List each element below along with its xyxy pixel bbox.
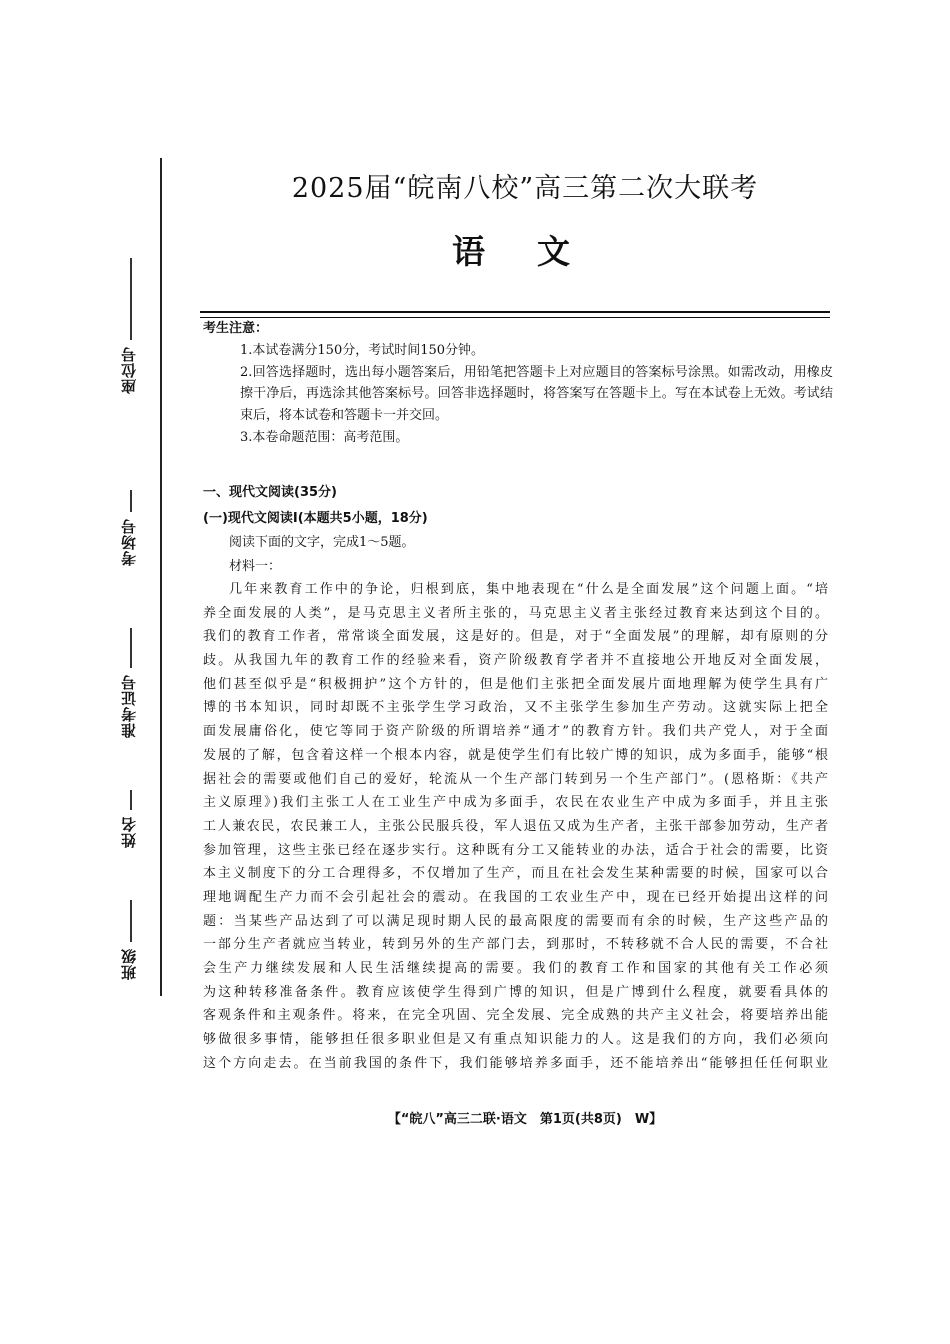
notice-item: 1.本试卷满分150分，考试时间150分钟。 bbox=[240, 343, 485, 358]
admission-number-blank bbox=[130, 628, 132, 668]
passage-line: 一部分生产者就应当转业，转到另外的生产部门去，到那时，不转移就不合人民的需要，不合社 bbox=[203, 937, 828, 953]
passage-line: 博的书本知识，同时却既不主张学生学习政治，又不主张学生参加生产劳动。这就实际上把全 bbox=[203, 700, 828, 716]
passage-line: 主义原理》)我们主张工人在工业生产中成为多面手，农民在农业生产中成为多面手，并且主张 bbox=[203, 795, 828, 811]
passage-line: 他们甚至似乎是“积极拥护”这个方针的，但是他们主张把全面发展片面地理解为使学生具有广 bbox=[203, 676, 828, 692]
seat-number-field[interactable] bbox=[110, 258, 150, 470]
exam-room-field[interactable] bbox=[110, 490, 150, 608]
seat-number-blank bbox=[130, 258, 132, 340]
admission-number-field[interactable] bbox=[110, 628, 150, 778]
passage-line: 客观条件和主观条件。将来，在完全巩固、完全发展、完全成熟的共产主义社会，将要培养出能 bbox=[203, 1008, 828, 1024]
admission-number-label: 准考证号 bbox=[120, 674, 138, 738]
passage-line: 为这种转移准备条件。教育应该使学生得到广博的知识，但是广博到什么程度，就要看具体的 bbox=[203, 984, 828, 1000]
passage-line: 够做很多事情，能够担任很多职业但是又有重点知识能力的人。这是我们的方向，我们必须向 bbox=[203, 1032, 828, 1048]
passage-line: 发展的了解，包含着这样一个根本内容，就是使学生们有比较广博的知识，成为多面手，能够“根 bbox=[203, 747, 828, 763]
class-field[interactable] bbox=[110, 900, 150, 1000]
passage-line: 养全面发展的人类”，是马克思主义者所主张的，马克思主义者主张经过教育来达到这个目的。 bbox=[203, 605, 828, 621]
passage-line: 我们的教育工作者，常常谈全面发展，这是好的。但是，对于“全面发展”的理解，却有原则的分 bbox=[203, 629, 828, 645]
name-field[interactable] bbox=[110, 790, 150, 890]
exam-title: 2025届“皖南八校”高三第二次大联考 bbox=[291, 173, 759, 204]
class-blank bbox=[130, 900, 132, 942]
name-label: 姓名 bbox=[120, 816, 138, 848]
notice-title: 考生注意： bbox=[203, 321, 269, 336]
passage-line: 几年来教育工作中的争论，归根到底，集中地表现在“什么是全面发展”这个问题上面。“培 bbox=[229, 582, 828, 597]
passage-line: 本主义制度下的分工合理得多，不仅增加了生产，而且在社会发生某种需要的时候，国家可以合 bbox=[203, 866, 828, 882]
passage-line: 据社会的需要或他们自己的爱好，轮流从一个生产部门转到另一个生产部门”。(恩格斯：《共产 bbox=[203, 771, 828, 787]
passage-line: 工人兼农民，农民兼工人，主张公民服兵役，军人退伍又成为生产者，主张干部参加劳动，生产者 bbox=[203, 818, 828, 834]
passage-line: 理地调配生产力而不会引起社会的震动。在我国的工农业生产中，现在已经开始提出这样的问 bbox=[203, 889, 828, 905]
passage-line: 面发展庸俗化，使它等同于资产阶级的所谓培养“通才”的教育方针。我们共产党人，对于全面 bbox=[203, 724, 828, 740]
subsection-heading: (一)现代文阅读Ⅰ(本题共5小题，18分) bbox=[203, 511, 428, 526]
passage-line: 这个方向走去。在当前我国的条件下，我们能够培养多面手，还不能培养出“能够担任任何职业 bbox=[203, 1055, 828, 1071]
passage-line: 参加管理，这些主张已经在逐步实行。这种既有分工又能转业的办法，适合于社会的需要，比资 bbox=[203, 842, 828, 858]
reading-instruction: 阅读下面的文字，完成1～5题。 bbox=[229, 535, 415, 550]
class-label: 班级 bbox=[120, 948, 138, 980]
name-blank bbox=[130, 790, 132, 810]
passage-line: 会生产力继续发展和人民生活继续提高的需要。我们的教育工作和国家的其他有关工作必须 bbox=[203, 961, 828, 976]
header-divider bbox=[200, 311, 830, 313]
notice-item: 3.本卷命题范围：高考范围。 bbox=[240, 429, 409, 445]
candidate-notice bbox=[203, 318, 833, 449]
exam-room-label: 考场号 bbox=[120, 518, 138, 566]
passage-line: 题：当某些产品达到了可以满足现时期人民的最高限度的需要而有余的时候，生产这些产品的 bbox=[203, 913, 828, 929]
material-label: 材料一： bbox=[229, 559, 282, 574]
page-footer: 【“皖八”高三二联·语文 第1页(共8页) W】 bbox=[387, 1112, 663, 1127]
passage bbox=[203, 578, 828, 1075]
seat-number-label: 座位号 bbox=[120, 346, 138, 394]
exam-room-blank bbox=[130, 490, 132, 512]
binding-line bbox=[160, 158, 162, 996]
subject-title: 语文 bbox=[452, 232, 622, 271]
notice-item: 2.回答选择题时，选出每小题答案后，用铅笔把答题卡上对应题目的答案标号涂黑。如需改动，用橡皮擦干净后，再选涂其他答案标号。回答非选择题时，将答案写在答题卡上。写在本试卷上无效。考试结束后，将本试卷和答题卡一并交回。 bbox=[240, 364, 833, 424]
section-heading: 一、现代文阅读(35分) bbox=[203, 485, 337, 500]
passage-line: 歧。从我国九年的教育工作的经验来看，资产阶级教育学者并不直接地公开地反对全面发展， bbox=[203, 653, 828, 669]
